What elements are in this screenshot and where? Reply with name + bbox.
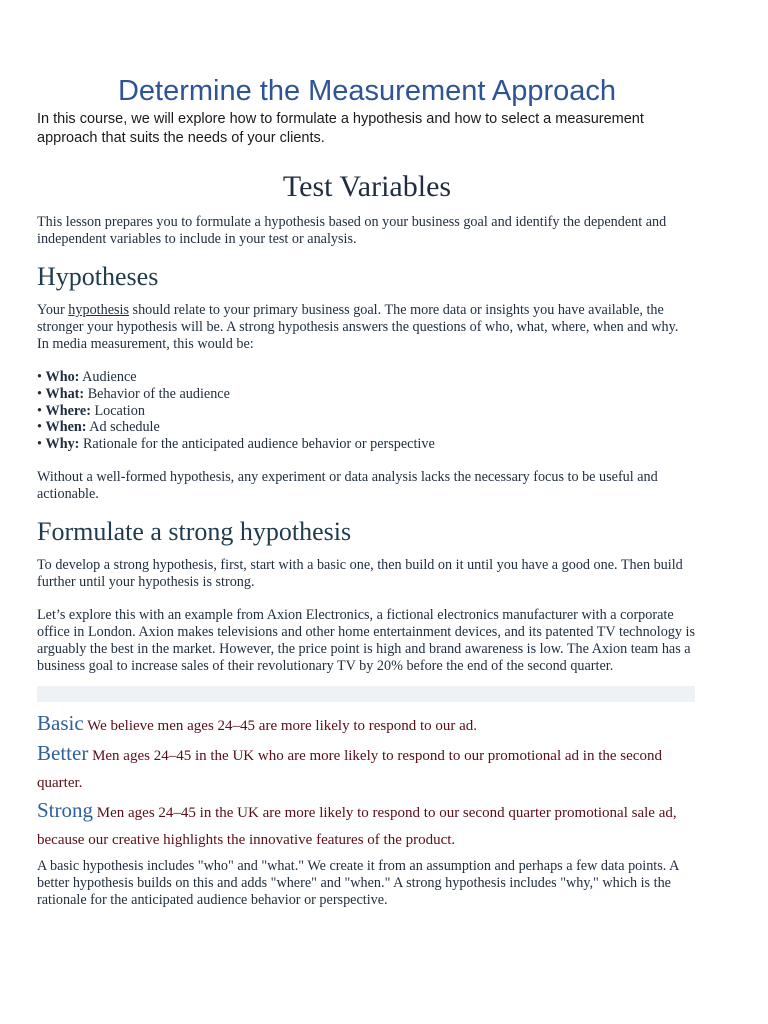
example-basic [37,710,697,740]
list-item [37,386,697,403]
spacer [37,453,697,469]
formulate-heading: Formulate a strong hypothesis [37,516,352,546]
bullet-glyph: • [37,419,42,436]
level-label: Basic [37,710,84,735]
bullet-text: Behavior of the audience [84,385,230,402]
level-label: Better [37,740,89,765]
text-segment: should relate to your primary business goal. The more data or insights you have available, the stronger your hypothesis will be. A strong hypothesis answers the questions of who, what, where, when and why. [37,302,679,335]
text-segment: Your [37,302,69,318]
bullet-glyph: • [37,436,42,453]
list-item [37,369,697,386]
bullet-label: What: [45,385,85,402]
bullet-label: Where: [45,402,91,419]
spacer [37,353,697,369]
hypotheses-paragraph-2: In media measurement, this would be: [37,336,254,352]
bullet-text: Ad schedule [86,419,160,436]
bullet-text: Audience [79,369,137,385]
example-better [37,740,697,797]
bullet-text: Location [90,402,145,419]
list-item [37,419,697,436]
bullet-glyph: • [37,402,42,419]
bullet-label: When: [45,419,87,436]
bullet-glyph: • [37,369,42,385]
intro-paragraph: In this course, we will explore how to formulate a hypothesis and how to select a measurement approach that suits the needs of your clients. [37,111,644,146]
hypotheses-paragraph-1 [37,302,697,336]
document-page [37,72,697,909]
list-item [37,436,697,453]
spacer [37,591,697,607]
page-title: Determine the Measurement Approach [117,75,617,107]
bullet-text: Rationale for the anticipated audience behavior or perspective [79,436,435,453]
formulate-paragraph-2: Let’s explore this with an example from Axion Electronics, a fictional electronics manufacturer with a corporate office in London. Axion makes televisions and other home entertainment devices, and its patented TV technology is arguably the best in the market. However, the price point is high and brand awareness is low. The Axion team has a business goal to increase sales of their revolutionary TV by 20% before the end of the second quarter. [37,606,695,674]
example-text: Men ages 24–45 in the UK are more likely to respond to our second quarter promotional sale ad, because our creative highlights the innovative features of the product. [37,804,677,848]
example-strong [37,797,697,854]
bullet-label: Why: [45,436,80,453]
test-variables-heading: Test Variables [282,170,452,203]
closing-paragraph: A basic hypothesis includes "who" and "what." We create it from an assumption and perhaps a few data points. A better hypothesis builds on this and adds "where" and "when." A strong hypothesis includes "why," which is the rationale for the anticipated audience behavior or perspective. [37,857,679,908]
hypothesis-link[interactable]: hypothesis [68,302,129,318]
formulate-paragraph-1: To develop a strong hypothesis, first, start with a basic one, then build on it until you have a good one. Then build further until your hypothesis is strong. [37,556,683,590]
list-item [37,403,697,420]
hypotheses-paragraph-3: Without a well-formed hypothesis, any experiment or data analysis lacks the necessary focus to be useful and actionable. [37,468,658,502]
example-text: We believe men ages 24–45 are more likely to respond to our ad. [83,717,478,734]
hypotheses-heading: Hypotheses [37,262,159,291]
shaded-divider [37,686,695,702]
hypothesis-bullet-list [37,369,697,453]
level-label: Strong [37,797,94,822]
example-text: Men ages 24–45 in the UK who are more likely to respond to our promotional ad in the second quarter. [37,747,662,791]
test-variables-paragraph: This lesson prepares you to formulate a hypothesis based on your business goal and identify the dependent and independent variables to include in your test or analysis. [37,214,667,247]
bullet-glyph: • [37,385,42,402]
bullet-label: Who: [45,369,80,385]
